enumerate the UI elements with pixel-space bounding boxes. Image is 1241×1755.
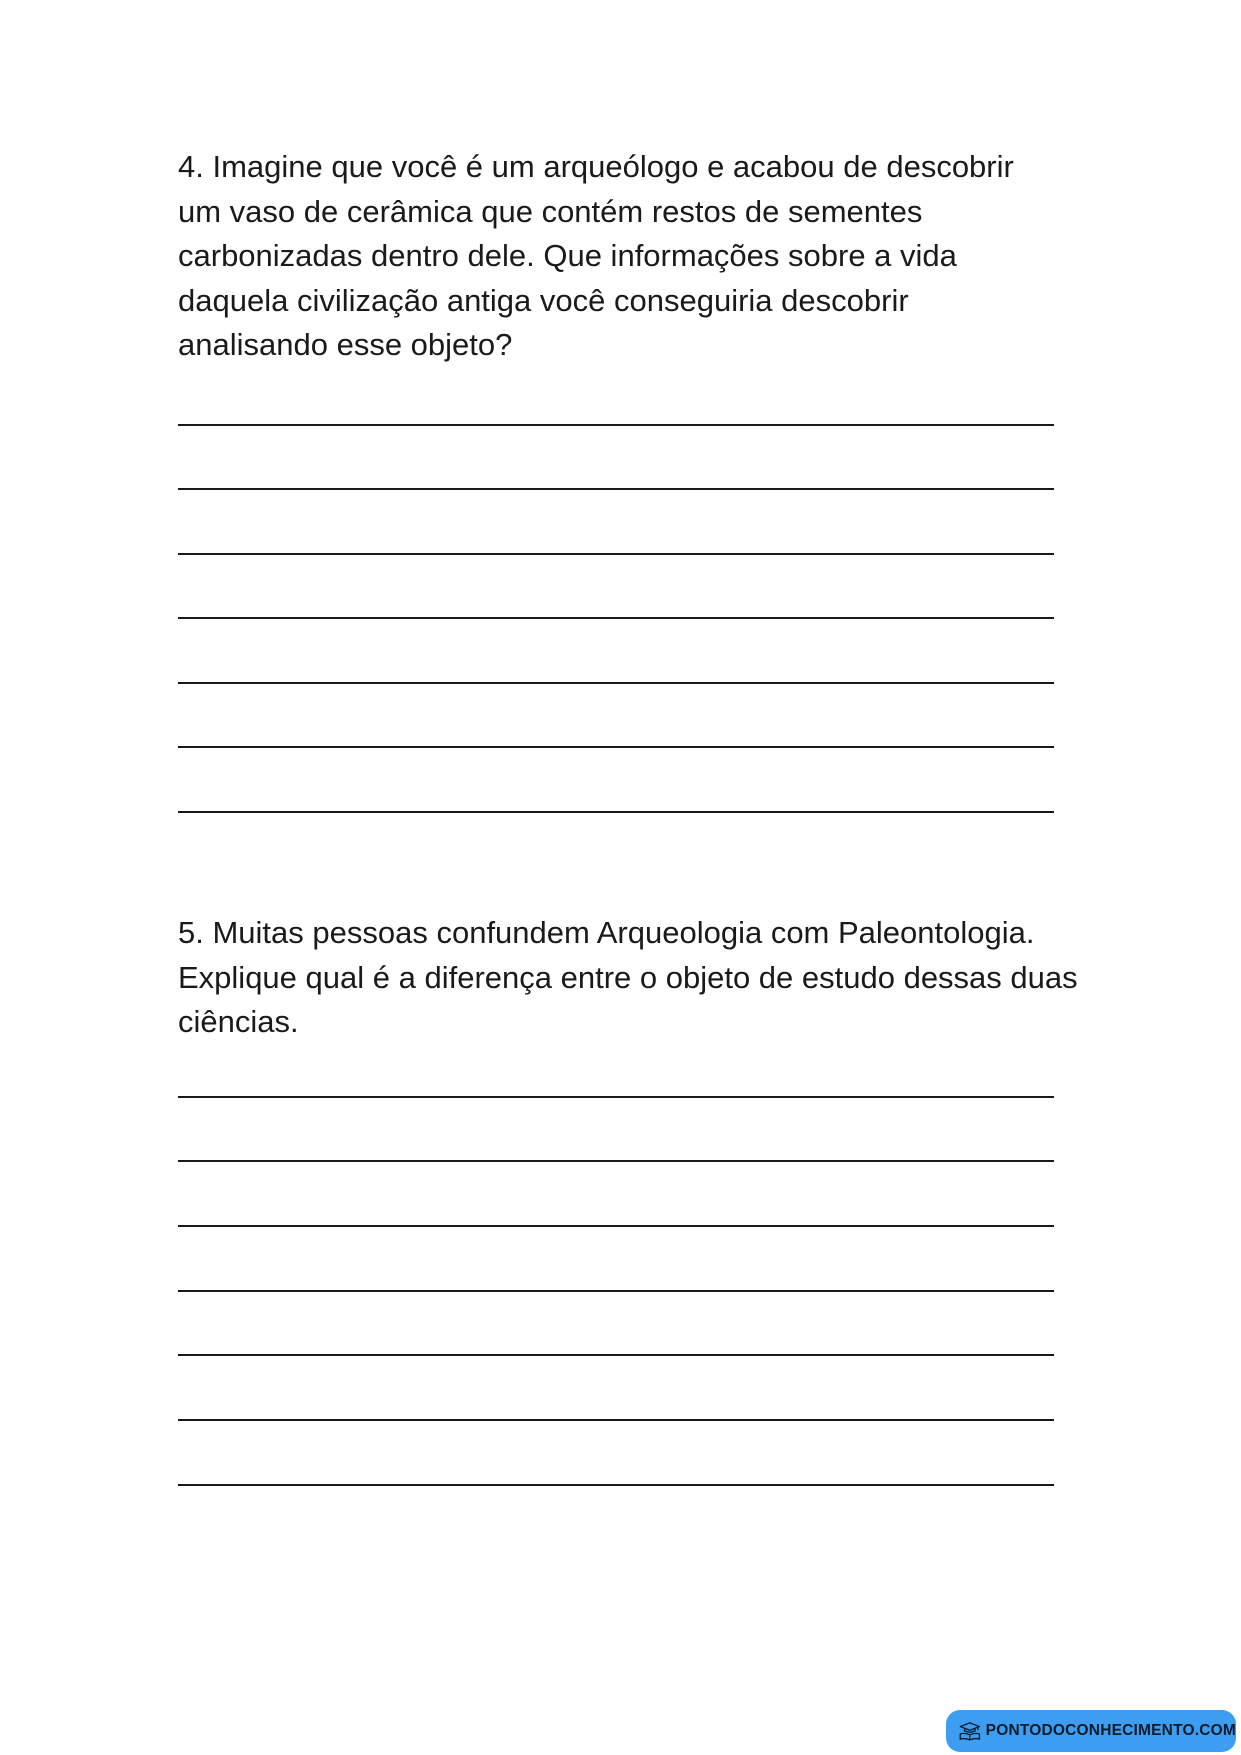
answer-line (178, 682, 1054, 684)
answer-line (178, 1160, 1054, 1162)
answer-line (178, 1419, 1054, 1421)
answer-line (178, 1290, 1054, 1292)
site-badge[interactable] (946, 1710, 1236, 1752)
answer-line (178, 424, 1054, 426)
answer-line (178, 746, 1054, 748)
site-url-text: PONTODOCONHECIMENTO.COM (985, 1722, 1236, 1739)
answer-line (178, 1484, 1054, 1486)
answer-line (178, 488, 1054, 490)
answer-line (178, 617, 1054, 619)
answer-line (178, 1354, 1054, 1356)
answer-line (178, 553, 1054, 555)
question-5-text: 5. Muitas pessoas confundem Arqueologia com Paleontologia. Explique qual é a diferença entre o objeto de estudo dessas duas ciências. (178, 915, 1078, 1039)
answer-line (178, 1096, 1054, 1098)
answer-line (178, 811, 1054, 813)
graduation-book-icon (958, 1718, 982, 1744)
question-4-text: 4. Imagine que você é um arqueólogo e acabou de descobrir um vaso de cerâmica que contém restos de sementes carbonizadas dentro dele. Que informações sobre a vida daquela civilização antiga você conseguiria descobrir analisando esse objeto? (178, 149, 1014, 362)
answer-line (178, 1225, 1054, 1227)
